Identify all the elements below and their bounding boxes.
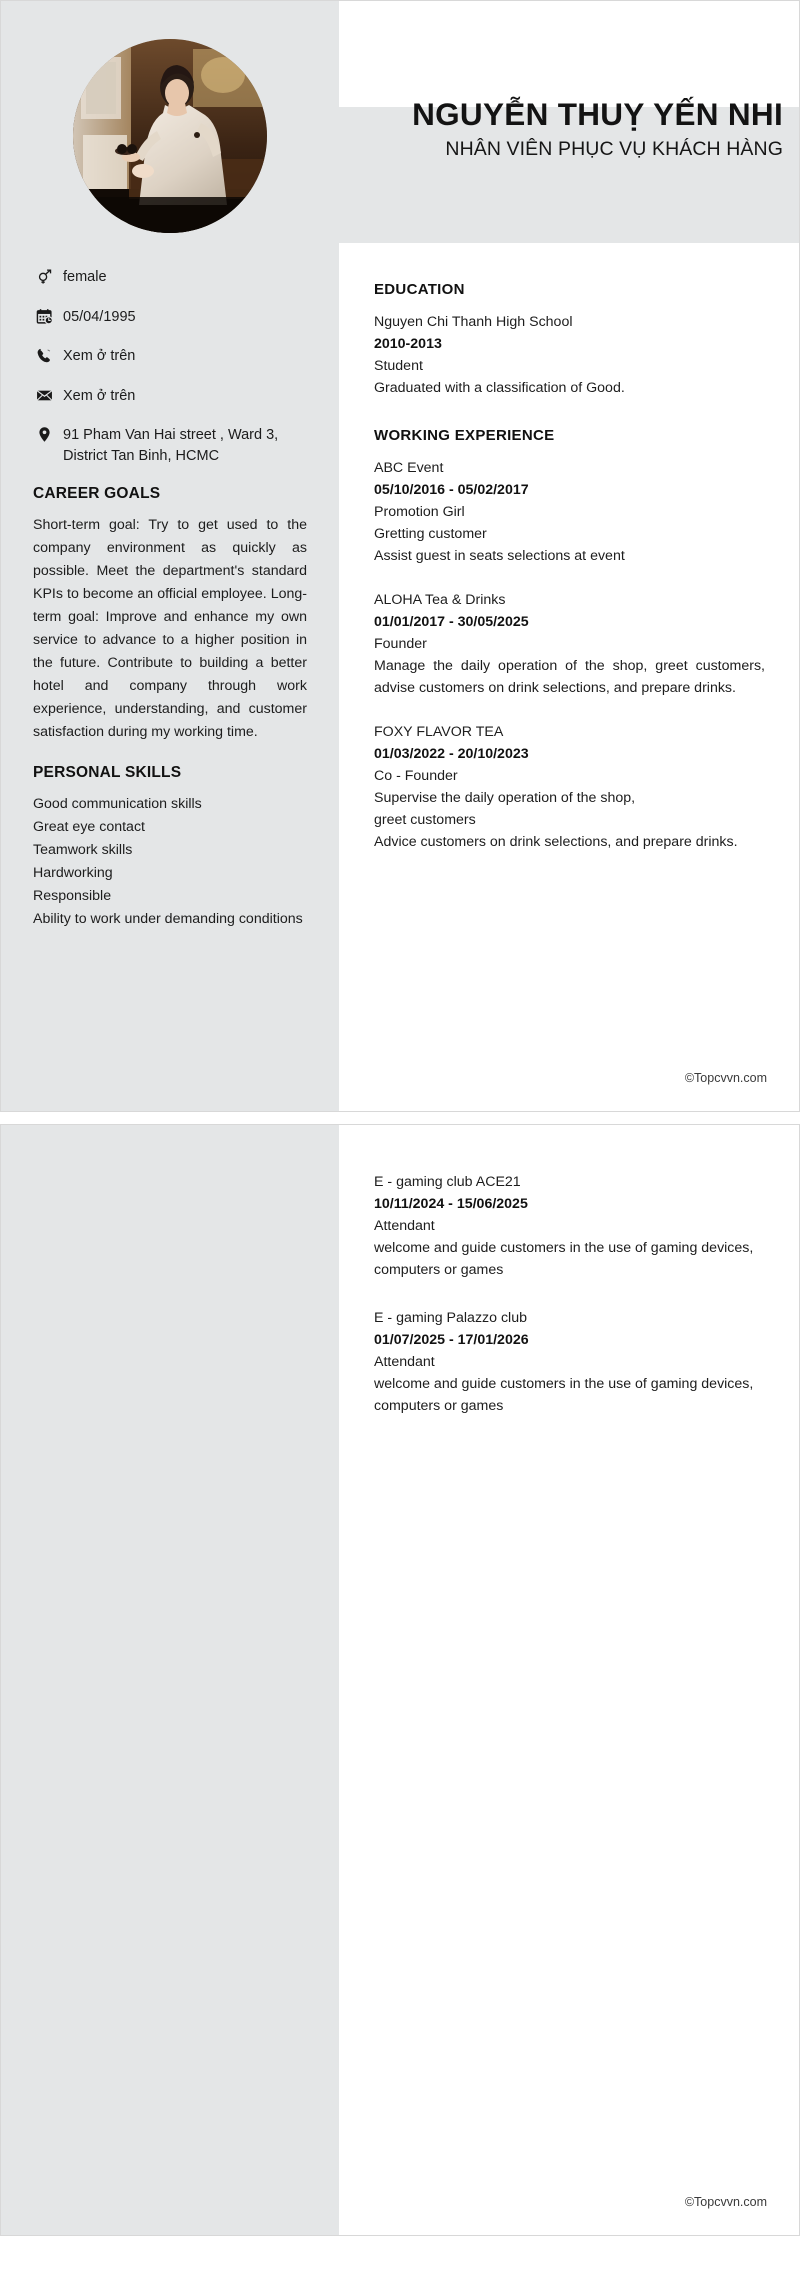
skill-item: Great eye contact bbox=[33, 819, 145, 836]
main-content-page2 bbox=[346, 1125, 800, 1417]
experience-entry bbox=[374, 589, 765, 699]
experience-role: Founder bbox=[374, 636, 427, 652]
footer-credit: ©Topcvvn.com bbox=[684, 2195, 767, 2209]
education-entry bbox=[374, 311, 765, 399]
experience-desc: welcome and guide customers in the use of gaming devices, computers or games bbox=[374, 1240, 754, 1278]
email-icon bbox=[31, 386, 57, 404]
experience-desc: Assist guest in seats selections at event bbox=[374, 548, 625, 564]
resume-page-1 bbox=[0, 0, 800, 1112]
contact-row-address bbox=[31, 425, 309, 466]
resume-page-2 bbox=[0, 1124, 800, 2236]
contact-row-phone bbox=[31, 346, 309, 367]
education-heading: EDUCATION bbox=[374, 281, 465, 298]
main-content bbox=[346, 243, 800, 853]
footer-credit: ©Topcvvn.com bbox=[684, 1071, 767, 1085]
experience-date: 01/03/2022 - 20/10/2023 bbox=[374, 746, 529, 762]
working-experience-heading: WORKING EXPERIENCE bbox=[374, 427, 555, 444]
career-goals-text: Short-term goal: Try to get used to the company environment as quickly as possible. Meet the department's standard KPIs to become an official employee. Long-term goal: Improve and enhance my own service to advance to a higher position in the future. Contribute to building a better hotel and company through work experience, understanding, and customer satisfaction during my working time. bbox=[33, 517, 307, 741]
experience-role: Co - Founder bbox=[374, 768, 458, 784]
experience-desc: Advice customers on drink selections, and prepare drinks. bbox=[374, 834, 738, 850]
skill-item: Good communication skills bbox=[33, 796, 202, 813]
experience-date: 01/01/2017 - 30/05/2025 bbox=[374, 614, 529, 630]
education-date: 2010-2013 bbox=[374, 336, 442, 352]
contact-value-gender: female bbox=[63, 269, 107, 285]
gender-icon bbox=[31, 267, 57, 285]
experience-org: E - gaming club ACE21 bbox=[374, 1174, 521, 1190]
experience-role: Attendant bbox=[374, 1354, 435, 1370]
experience-desc: Manage the daily operation of the shop, greet customers, advise customers on drink selections, and prepare drinks. bbox=[374, 658, 765, 696]
experience-org: ALOHA Tea & Drinks bbox=[374, 592, 506, 608]
personal-skills-heading: PERSONAL SKILLS bbox=[33, 764, 182, 782]
experience-org: FOXY FLAVOR TEA bbox=[374, 724, 504, 740]
contact-value-email: Xem ở trên bbox=[63, 387, 136, 404]
experience-entry bbox=[374, 1307, 765, 1417]
contact-value-address: 91 Pham Van Hai street , Ward 3, District Tan Binh, HCMC bbox=[63, 427, 279, 464]
personal-skills-list bbox=[33, 793, 307, 931]
contact-row-birthday bbox=[31, 307, 309, 328]
page-title: NGUYỄN THUỴ YẾN NHI bbox=[412, 96, 783, 132]
contact-list bbox=[31, 267, 309, 466]
experience-entry bbox=[374, 1171, 765, 1281]
phone-icon bbox=[31, 346, 57, 364]
contact-value-phone: Xem ở trên bbox=[63, 348, 136, 365]
sidebar-page2 bbox=[1, 1125, 339, 2235]
calendar-icon bbox=[31, 307, 57, 325]
location-icon bbox=[31, 425, 57, 443]
skill-item: Ability to work under demanding conditions bbox=[33, 911, 303, 928]
experience-date: 10/11/2024 - 15/06/2025 bbox=[374, 1196, 528, 1212]
experience-role: Attendant bbox=[374, 1218, 435, 1234]
skill-item: Hardworking bbox=[33, 865, 113, 882]
experience-date: 05/10/2016 - 05/02/2017 bbox=[374, 482, 529, 498]
experience-date: 01/07/2025 - 17/01/2026 bbox=[374, 1332, 529, 1348]
education-desc: Graduated with a classification of Good. bbox=[374, 380, 625, 396]
experience-desc: Gretting customer bbox=[374, 526, 487, 542]
contact-row-email bbox=[31, 386, 309, 407]
skill-item: Teamwork skills bbox=[33, 842, 133, 859]
experience-org: E - gaming Palazzo club bbox=[374, 1310, 527, 1326]
profile-photo bbox=[73, 39, 267, 233]
experience-entry bbox=[374, 457, 765, 567]
sidebar bbox=[1, 1, 339, 1111]
contact-value-birthday: 05/04/1995 bbox=[63, 308, 136, 325]
experience-desc: welcome and guide customers in the use of gaming devices, computers or games bbox=[374, 1376, 754, 1414]
experience-desc: Supervise the daily operation of the shop, bbox=[374, 790, 636, 806]
experience-org: ABC Event bbox=[374, 460, 444, 476]
job-title: NHÂN VIÊN PHỤC VỤ KHÁCH HÀNG bbox=[445, 138, 783, 161]
education-role: Student bbox=[374, 358, 423, 374]
education-org: Nguyen Chi Thanh High School bbox=[374, 314, 573, 330]
experience-desc: greet customers bbox=[374, 812, 476, 828]
experience-role: Promotion Girl bbox=[374, 504, 465, 520]
contact-row-gender bbox=[31, 267, 309, 288]
skill-item: Responsible bbox=[33, 888, 112, 905]
experience-entry bbox=[374, 721, 765, 853]
career-goals-heading: CAREER GOALS bbox=[33, 485, 161, 503]
